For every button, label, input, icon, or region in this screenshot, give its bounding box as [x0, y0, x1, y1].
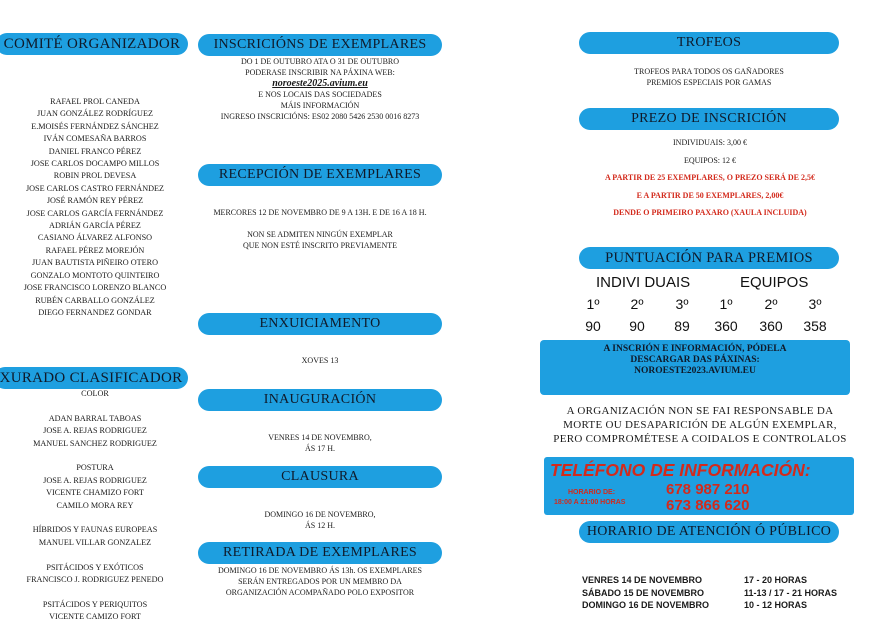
inscricions-line: MÁIS INFORMACIÓN: [280, 101, 360, 110]
schedule-row: [582, 574, 872, 587]
list-item: PSITÁCIDOS Y PERIQUITOS: [42, 599, 148, 609]
score-value: 360: [759, 318, 783, 334]
list-item: JOSE CARLOS DOCAMPO MILLOS: [30, 159, 160, 169]
disclaimer-line: PERO COMPROMÉTESE A COIDALOS E CONTROLALOS: [553, 433, 847, 445]
horario-title: HORARIO DE ATENCIÓN Ó PÚBLICO: [579, 521, 839, 543]
prezo-text: [560, 137, 860, 219]
list-item: VICENTE CAMIZO FORT: [49, 612, 141, 622]
disclaimer: [530, 404, 870, 446]
list-item: ROBIN PROL DEVESA: [53, 171, 137, 181]
position-label: 1º: [586, 296, 600, 312]
list-item: RUBÉN CARBALLO GONZÁLEZ: [35, 295, 155, 305]
list-item: JOSE A. REJAS RODRIGUEZ: [43, 475, 147, 485]
list-item: JUAN BAUTISTA PIÑEIRO OTERO: [31, 258, 159, 268]
phone-horario-label: HORARIO DE:: [568, 489, 616, 496]
list-item: POSTURA: [76, 463, 114, 473]
schedule: [582, 574, 872, 612]
schedule-row: [582, 587, 872, 600]
info-line: A INSCRIÓN E INFORMACIÓN, PÓDELA: [603, 344, 787, 354]
list-item: CASIANO ÁLVAREZ ALFONSO: [37, 233, 153, 243]
clausura-text: [198, 509, 442, 531]
prezo-equipos: EQUIPOS: 12 €: [683, 155, 736, 165]
schedule-day: DOMINGO 16 DE NOVEMBRO: [582, 600, 710, 610]
disclaimer-line: A ORGANIZACIÓN NON SE FAI RESPONSABLE DA: [566, 405, 834, 417]
list-item: MANUEL SANCHEZ RODRIGUEZ: [33, 438, 157, 448]
list-item: E.MOISÉS FERNÁNDEZ SÁNCHEZ: [31, 121, 159, 131]
position-label: 2º: [764, 296, 778, 312]
list-item: ADAN BARRAL TABOAS: [48, 413, 142, 423]
list-item: [5, 450, 185, 462]
schedule-hours: 17 - 20 HORAS: [744, 575, 808, 585]
phone-number-2[interactable]: 673 866 620: [666, 497, 750, 514]
prezo-discount-1: A PARTIR DE 25 EXEMPLARES, O PREZO SERÁ DE 2,5€: [604, 173, 816, 182]
retirada-line: DOMINGO 16 DE NOVEMBRO ÁS 13h. OS EXEMPLARES: [217, 566, 422, 575]
list-item: [5, 549, 185, 561]
list-item: [5, 400, 185, 412]
list-item: [5, 586, 185, 598]
list-item: VICENTE CHAMIZO FORT: [46, 488, 144, 498]
comite-members-list: [5, 96, 185, 319]
individuais-label: INDIVI DUAIS: [596, 274, 691, 291]
enxuiciamento-text: XOVES 13: [301, 356, 339, 365]
recepcion-text: [198, 207, 442, 251]
puntuacion-title: PUNTUACIÓN PARA PREMIOS: [579, 247, 839, 269]
trofeos-text: [579, 66, 839, 88]
list-item: JOSE CARLOS GARCÍA FERNÁNDEZ: [26, 208, 164, 218]
list-item: JOSE A. REJAS RODRIGUEZ: [43, 426, 147, 436]
score-value: 89: [674, 318, 690, 334]
info-url[interactable]: NOROESTE2023.AVIUM.EU: [634, 366, 756, 376]
list-item: IVÁN COMESAÑA BARROS: [43, 134, 147, 144]
clausura-line: DOMINGO 16 DE NOVEMBRO,: [264, 510, 376, 519]
inscricions-line: PODERASE INSCRIBIR NA PÁXINA WEB:: [245, 68, 395, 77]
list-item: GONZALO MONTOTO QUINTEIRO: [30, 270, 160, 280]
trofeos-line: TROFEOS PARA TODOS OS GAÑADORES: [634, 67, 784, 76]
trofeos-title: TROFEOS: [579, 32, 839, 54]
prezo-discount-2: E A PARTIR DE 50 EXEMPLARES, 2,00€: [636, 190, 784, 200]
retirada-title: RETIRADA DE EXEMPLARES: [198, 542, 442, 564]
xurado-title: XURADO CLASIFICADOR: [0, 367, 188, 389]
equipos-label: EQUIPOS: [740, 274, 809, 291]
info-line: DESCARGAR DAS PÁXINAS:: [630, 355, 760, 365]
score-value: 360: [714, 318, 738, 334]
inauguracion-line: ÁS 17 H.: [304, 444, 335, 453]
inauguracion-text: [198, 432, 442, 454]
schedule-hours: 10 - 12 HORAS: [744, 600, 808, 610]
list-item: CAMILO MORA REY: [56, 500, 134, 510]
schedule-day: SÁBADO 15 DE NOVEMBRO: [582, 587, 705, 598]
retirada-text: [198, 565, 442, 598]
retirada-line: SERÁN ENTREGADOS POR UN MEMBRO DA: [238, 577, 402, 586]
recepcion-title: RECEPCIÓN DE EXEMPLARES: [198, 164, 442, 186]
list-item: [5, 512, 185, 524]
list-item: JOSE CARLOS CASTRO FERNÁNDEZ: [25, 183, 165, 193]
list-item: RAFAEL PROL CANEDA: [50, 97, 140, 106]
score-value: 90: [585, 318, 601, 334]
inscricions-url-link[interactable]: noroeste2025.avium.eu: [272, 78, 368, 89]
list-item: PSITÁCIDOS Y EXÓTICOS: [46, 562, 144, 572]
score-value: 358: [803, 318, 827, 334]
phone-number-1[interactable]: 678 987 210: [666, 481, 750, 498]
inscricions-line: DO 1 DE OUTUBRO ATA O 31 DE OUTUBRO: [240, 57, 400, 66]
list-item: DANIEL FRANCO PÉREZ: [48, 146, 142, 156]
list-item: JUAN GONZÁLEZ RODRÍGUEZ: [37, 109, 153, 119]
position-label: 2º: [630, 296, 644, 312]
recepcion-line: NON SE ADMITEN NINGÚN EXEMPLAR: [247, 230, 393, 239]
position-label: 3º: [808, 296, 822, 312]
xurado-list: [5, 388, 185, 624]
inscricions-text: [198, 56, 442, 122]
phone-horario-hours: 18:00 A 21:00 HORAS: [554, 499, 626, 506]
prezo-individuais: INDIVIDUAIS: 3,00 €: [673, 138, 747, 147]
clausura-title: CLAUSURA: [198, 466, 442, 488]
list-item: COLOR: [81, 389, 109, 398]
list-item: JOSE FRANCISCO LORENZO BLANCO: [23, 283, 167, 293]
phone-info-box: [544, 457, 854, 515]
schedule-hours: 11-13 / 17 - 21 HORAS: [744, 587, 838, 598]
inauguracion-title: INAUGURACIÓN: [198, 389, 442, 411]
inscricions-line: INGRESO INSCRICIÓNS: ES02 2080 5426 2530 0016 8273: [220, 112, 420, 121]
comite-title: COMITÉ ORGANIZADOR: [0, 33, 188, 55]
position-label: 1º: [719, 296, 733, 312]
list-item: ADRIÁN GARCÍA PÉREZ: [49, 221, 141, 231]
list-item: MANUEL VILLAR GONZALEZ: [38, 537, 152, 547]
retirada-line: ORGANIZACIÓN ACOMPAÑADO POLO EXPOSITOR: [225, 588, 415, 597]
prezo-discount-3: DENDE O PRIMEIRO PAXARO (XAULA INCLUIDA): [613, 208, 807, 217]
list-item: DIEGO FERNANDEZ GONDAR: [38, 307, 152, 317]
prezo-title: PREZO DE INSCRICIÓN: [579, 108, 839, 130]
position-label: 3º: [675, 296, 689, 312]
trofeos-line: PREMIOS ESPECIAIS POR GAMAS: [646, 78, 772, 87]
schedule-day: VENRES 14 DE NOVEMBRO: [582, 575, 703, 585]
list-item: JOSÉ RAMÓN REY PÉREZ: [46, 196, 144, 206]
schedule-row: [582, 599, 872, 612]
list-item: FRANCISCO J. RODRIGUEZ PENEDO: [26, 575, 164, 585]
phone-title: TELÉFONO DE INFORMACIÓN:: [550, 460, 811, 480]
info-box: [540, 340, 850, 395]
clausura-line: ÁS 12 H.: [304, 521, 335, 530]
score-value: 90: [629, 318, 645, 334]
list-item: RAFAEL PÉREZ MOREJÓN: [45, 245, 145, 255]
inscricions-line: E NOS LOCAIS DAS SOCIEDADES: [258, 90, 382, 99]
inscricions-title: INSCRICIÓNS DE EXEMPLARES: [198, 34, 442, 56]
list-item: HÍBRIDOS Y FAUNAS EUROPEAS: [32, 525, 158, 535]
enxuiciamento-title: ENXUICIAMENTO: [198, 313, 442, 335]
recepcion-line: QUE NON ESTÉ INSCRITO PREVIAMENTE: [242, 241, 398, 250]
inauguracion-line: VENRES 14 DE NOVEMBRO,: [268, 433, 372, 442]
recepcion-line: MERCORES 12 DE NOVEMBRO DE 9 A 13H. E DE 16 A 18 H.: [213, 208, 427, 217]
disclaimer-line: MORTE OU DESAPARICIÓN DE ALGÚN EXEMPLAR,: [563, 419, 837, 431]
